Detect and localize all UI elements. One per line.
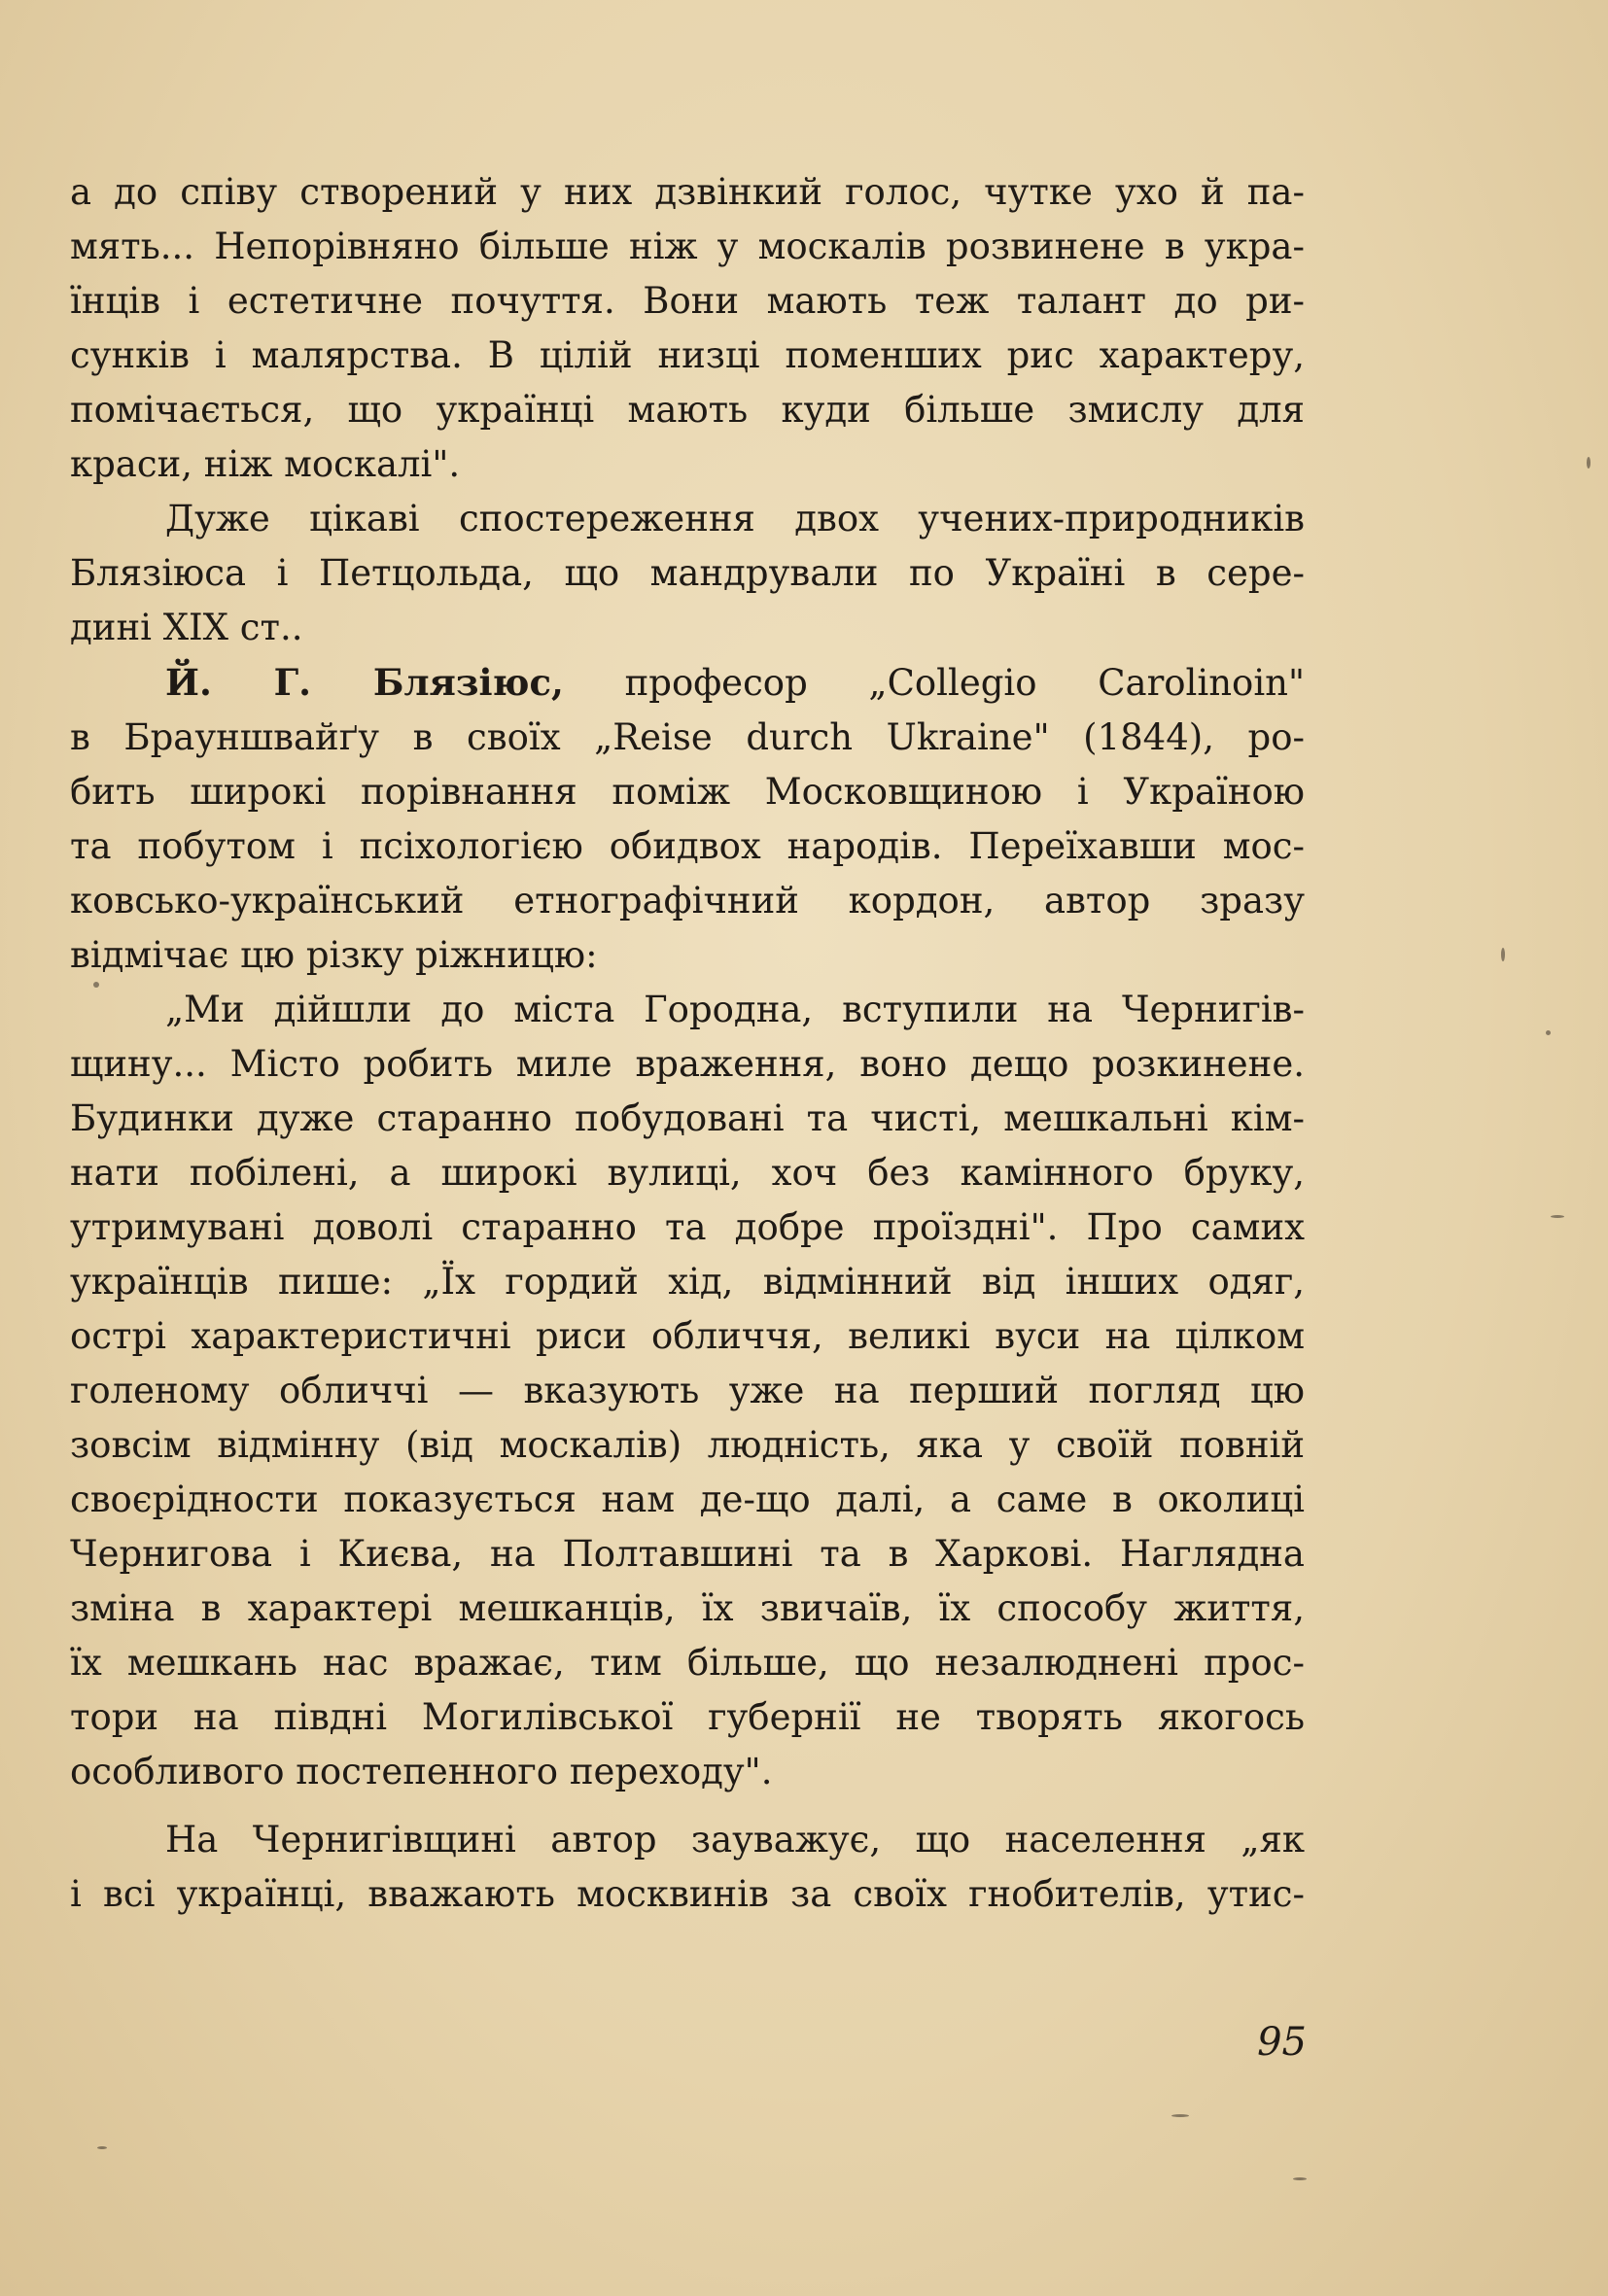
text-line: „Ми дійшли до міста Городна, вступили на Чернигів- [165,989,1305,1030]
text-line: острі характеристичні риси обличчя, великі вуси на цілком [70,1315,1305,1357]
text-line: Чернигова і Києва, на Полтавшині та в Харкові. Наглядна [70,1533,1305,1575]
text-line: особливого постепенного переходу". [70,1751,773,1792]
text-line: На Чернигівщині автор зауважує, що населення „як [165,1819,1305,1861]
text-line: тори на півдні Могилівської губернії не творять якогось [70,1696,1305,1738]
text-line: своєрідности показується нам де-що далі, а саме в околиці [70,1478,1305,1520]
paragraph-1 [70,165,1305,492]
text-line: Будинки дуже старанно побудовані та чисті, мешкальні кім- [70,1097,1305,1139]
text-line: сунків і малярства. В цілій низці поменших рис характеру, [70,334,1305,376]
text-line: дині XIX ст.. [70,607,303,648]
paragraph-5 [70,1813,1305,1922]
text-line [70,655,1305,711]
text-fragment: професор „Collegio Carolinoin" [563,662,1306,704]
paragraph-2 [70,492,1305,655]
paper-speck [1293,2177,1307,2180]
text-line: зміна в характері мешканців, їх звичаїв, їх способу життя, [70,1587,1305,1629]
text-line: голеному обличчі — вказують уже на перший погляд цю [70,1370,1305,1411]
text-line: мять... Непорівняно більше ніж у москалів розвинене в укра- [70,226,1305,267]
text-line: та побутом і псіхологією обидвох народів. Переїхавши мос- [70,825,1305,867]
text-line: відмічає цю різку ріжницю: [70,934,598,976]
text-line: ковсько-український етнографічний кордон, автор зразу [70,880,1305,922]
text-line: в Брауншвайґу в своїх „Reise durch Ukraine" (1844), ро- [70,716,1305,758]
paper-speck [93,982,99,988]
paper-speck [1501,948,1505,961]
paper-speck [1551,1215,1564,1218]
text-line: українців пише: „Їх гордий хід, відмінний від інших одяг, [70,1261,1305,1303]
text-line: нати побілені, а широкі вулиці, хоч без камінного бруку, [70,1152,1305,1194]
paper-speck [1587,457,1591,469]
text-line: Дуже цікаві спостереження двох учених-природників [165,498,1305,539]
text-line: помічається, що українці мають куди більше змислу для [70,389,1305,431]
text-line: а до співу створений у них дзвінкий голос, чутке ухо й па- [70,171,1305,213]
text-line: їнців і естетичне почуття. Вони мають теж талант до ри- [70,280,1305,322]
page-number: 95 [1257,2020,1307,2065]
text-line: утримувані доволі старанно та добре проїздні". Про самих [70,1206,1305,1248]
text-line: зовсім відмінну (від москалів) людність, яка у своїй повній [70,1424,1305,1466]
text-line: їх мешкань нас вражає, тим більше, що незалюднені прос- [70,1642,1305,1684]
paper-speck [97,2146,107,2149]
text-line: краси, ніж москалі". [70,443,461,485]
paragraph-3 [70,655,1305,983]
paper-speck [1546,1030,1551,1035]
text-line: і всі українці, вважають москвинів за своїх гнобителів, утис- [70,1873,1305,1915]
text-line: Блязіюса і Петцольда, що мандрували по Україні в сере- [70,552,1305,594]
author-name: Й. Г. Блязіюс, [165,661,564,704]
paragraph-4-quote [70,983,1305,1799]
body-text [70,165,1305,1922]
paper-speck [1171,2114,1189,2117]
text-line: щину... Місто робить миле враження, воно дещо розкинене. [70,1043,1305,1085]
text-line: бить широкі порівнання поміж Московщиною і Україною [70,771,1305,813]
